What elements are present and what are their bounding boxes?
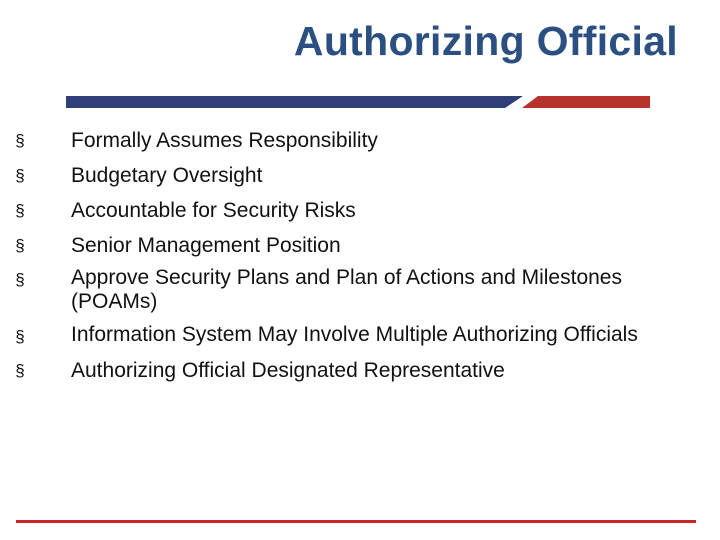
slide-title: Authorizing Official <box>293 18 678 64</box>
bullet-icon: § <box>15 166 25 185</box>
title-underline-bar <box>66 96 656 110</box>
bullet-item <box>15 323 662 347</box>
bullet-item <box>15 196 662 225</box>
bullet-icon: § <box>15 131 25 150</box>
bottom-divider <box>16 520 696 523</box>
bullet-icon: § <box>15 201 25 220</box>
bullet-item <box>15 356 662 385</box>
bullet-icon: § <box>15 361 25 380</box>
bullet-icon: § <box>15 236 25 255</box>
bullet-item <box>15 161 662 190</box>
bullet-icon: § <box>15 270 25 289</box>
bullet-item <box>15 126 662 155</box>
bullet-text: Senior Management Position <box>71 234 341 257</box>
bullet-text: Information System May Involve Multiple Authorizing Officials <box>71 323 638 346</box>
bullet-list <box>15 126 662 391</box>
bullet-text: Accountable for Security Risks <box>71 199 356 222</box>
bullet-item <box>15 266 662 314</box>
bullet-text: Formally Assumes Responsibility <box>71 129 378 152</box>
bullet-item <box>15 231 662 260</box>
bullet-text: Authorizing Official Designated Representative <box>71 359 505 382</box>
title-bar-blue-segment <box>66 96 523 108</box>
title-bar-red-segment <box>522 96 650 108</box>
bullet-text: Budgetary Oversight <box>71 164 263 187</box>
bullet-icon: § <box>15 327 25 346</box>
bullet-text: Approve Security Plans and Plan of Actions and Milestones (POAMs) <box>71 266 622 313</box>
